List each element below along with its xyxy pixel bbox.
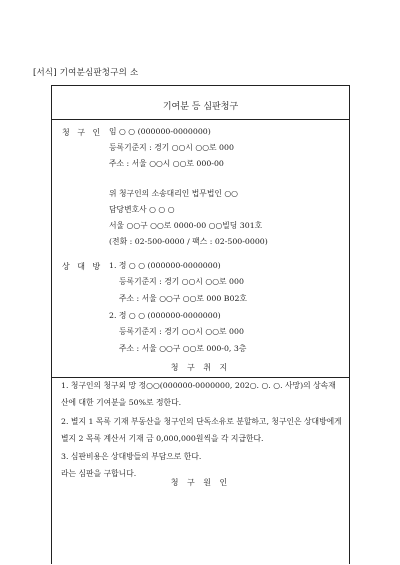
respondent-2-name: 2. 정 ○ ○ (000000-0000000) — [109, 311, 221, 320]
claimant-contact: (전화 : 02-500-0000 / 팩스 : 02-500-0000) — [109, 237, 268, 246]
cause-title: 청 구 원 인 — [170, 478, 231, 487]
respondent-1-name: 1. 정 ○ ○ (000000-0000000) — [109, 261, 221, 270]
respondent-2-address: 주소 : 서울 ○○구 ○○로 000-0, 3층 — [119, 344, 247, 353]
claimant-agent: 위 청구인의 소송대리인 법무법인 ○○ — [109, 189, 238, 198]
form-header: [서식] 기여분심판청구의 소 — [33, 68, 139, 78]
document-title: 기여분 등 심판청구 — [162, 102, 239, 112]
purpose-closing: 라는 심판을 구합니다. — [61, 469, 137, 478]
claimant-agent-address: 서울 ○○구 ○○로 0000-00 ○○빌딩 301호 — [109, 221, 263, 230]
claimant-lawyer: 담당변호사 ○ ○ ○ — [109, 205, 175, 214]
purpose-item-2: 2. 별지 1 목록 기재 부동산을 청구인의 단독소유로 분할하고, 청구인은 상대방에게 별지 2 목록 계산서 기재 금 0,000,000원씩을 각 지급한다. — [61, 417, 342, 443]
respondent-2-register: 등록기준지 : 경기 ○○시 ○○로 000 — [119, 327, 244, 336]
respondent-1-register: 등록기준지 : 경기 ○○시 ○○로 000 — [119, 277, 244, 286]
purpose-item-3: 3. 심판비용은 상대방들의 부담으로 한다. — [61, 452, 202, 461]
title-divider — [52, 119, 349, 120]
claimant-label: 청 구 인 — [62, 128, 103, 137]
respondent-label: 상 대 방 — [62, 262, 103, 271]
purpose-title: 청 구 취 지 — [170, 363, 231, 372]
document-frame — [51, 85, 350, 564]
respondent-1-address: 주소 : 서울 ○○구 ○○로 000 B02호 — [119, 294, 247, 303]
claimant-register: 등록기준지 : 경기 ○○시 ○○로 000 — [109, 143, 234, 152]
claimant-address: 주소 : 서울 ○○시 ○○로 000-00 — [109, 159, 224, 168]
purpose-item-1: 1. 청구인의 청구외 망 정○○(000000-0000000, 202○. ○. ○. 사망)의 상속재산에 대한 기여분을 50%로 정한다. — [61, 381, 336, 407]
claimant-name: 임 ○ ○ (000000-0000000) — [109, 127, 211, 136]
